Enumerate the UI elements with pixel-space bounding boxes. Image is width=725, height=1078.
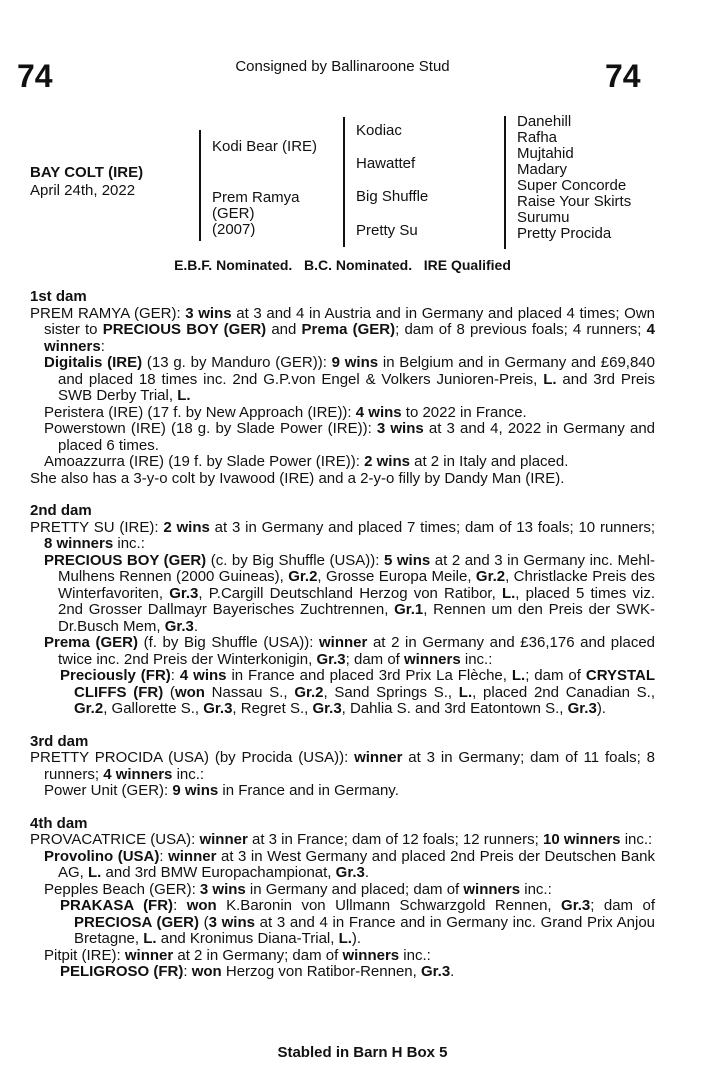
horse-title: BAY COLT (IRE) [30,164,144,181]
consignor: Consigned by Ballinaroone Stud [235,58,450,75]
produce-entry: Amoazzurra (IRE) (19 f. by Slade Power (IRE)): 2 wins at 2 in Italy and placed. [44,453,569,470]
produce-entry: Pepples Beach (GER): 3 wins in Germany and placed; dam of winners inc.: [44,880,552,898]
pedigree-sire-sire: Kodiac [356,122,402,139]
lot-number-left: 74 [17,58,53,94]
dam-produce [30,289,655,981]
produce-entry: Prema (GER) (f. by Big Shuffle (USA)): winner at 2 in Germany and £36,176 and placed twice inc. 2nd Preis der Winterkonigin, Gr.3; dam of winners inc.: [44,634,656,668]
pedigree-fourth-generation: Danehill Rafha Mujtahid Madary Super Concorde Raise Your Skirts Surumu Pretty Procida [517,113,632,242]
dam-paragraph: PROVACATRICE (USA): winner at 3 in France; dam of 12 foals; 12 runners; 10 winners inc.: [30,831,653,848]
section-heading: 3rd dam [30,732,89,750]
section-heading: 4th dam [30,814,88,832]
produce-entry: Pitpit (IRE): winner at 2 in Germany; dam of winners inc.: [44,946,431,964]
stabling-info: Stabled in Barn H Box 5 [277,1044,448,1061]
section-heading: 2nd dam [30,502,92,519]
pedigree-dam: Prem Ramya (GER) (2007) [212,189,300,238]
dam-paragraph: PRETTY PROCIDA (USA) (by Procida (USA)): winner at 3 in Germany; dam of 11 foals; 8 runners; 4 winners inc.: [30,749,655,783]
lot-number-right: 74 [605,58,641,94]
produce-entry: Digitalis (IRE) (13 g. by Manduro (GER)): 9 wins in Belgium and in Germany and £69,840 and placed 18 times inc. 2nd G.P.von Engel & Volkers Junioren-Preis, L. and 3rd Preis SWB Derby Trial, L. [44,354,656,404]
pedigree-sire-dam: Hawattef [356,155,416,172]
pedigree-divider-2 [343,117,345,247]
section-heading: 1st dam [30,288,87,305]
produce-entry: PELIGROSO (FR): won Herzog von Ratibor-Rennen, Gr.3. [60,963,455,980]
produce-entry: Power Unit (GER): 9 wins in France and in Germany. [44,782,399,799]
horse-dob: April 24th, 2022 [30,182,136,199]
dam-paragraph: PRETTY SU (IRE): 2 wins at 3 in Germany and placed 7 times; dam of 13 foals; 10 runners; 8 winners inc.: [30,518,655,552]
pedigree-divider-1 [199,130,201,241]
pedigree-divider-3 [504,116,506,249]
produce-entry: Provolino (USA): winner at 3 in West Germany and placed 2nd Preis der Deutschen Bank AG, L. and 3rd BMW Europachampionat, Gr.3. [44,847,655,881]
produce-entry: Preciously (FR): 4 wins in France and placed 3rd Prix La Flèche, L.; dam of CRYSTAL CLIFFS (FR) (won Nassau S., Gr.2, Sand Springs S., L., placed 2nd Canadian S., Gr.2, Gallorette S., Gr.3, Regret S., Gr.3, Dahlia S. and 3rd Eatontown S., Gr.3). [60,667,656,717]
dam-paragraph: She also has a 3-y-o colt by Ivawood (IRE) and a 2-y-o filly by Dandy Man (IRE). [30,469,565,487]
produce-entry: PRAKASA (FR): won K.Baronin von Ullmann Schwarzgold Rennen, Gr.3; dam of PRECIOSA (GER) (3 wins at 3 and 4 in France and in Germany inc. Grand Prix Anjou Bretagne, L. and Kronimus Diana-Trial, L.). [60,897,656,947]
nominations: E.B.F. Nominated. B.C. Nominated. IRE Qualified [174,257,511,273]
pedigree-dam-sire: Big Shuffle [356,188,429,205]
produce-entry: Powerstown (IRE) (18 g. by Slade Power (IRE)): 3 wins at 3 and 4, 2022 in Germany and placed 6 times. [44,420,656,454]
pedigree-sire: Kodi Bear (IRE) [212,138,318,155]
produce-entry: Peristera (IRE) (17 f. by New Approach (IRE)): 4 wins to 2022 in France. [44,403,527,421]
pedigree-dam-dam: Pretty Su [356,222,418,239]
dam-paragraph: PREM RAMYA (GER): 3 wins at 3 and 4 in Austria and in Germany and placed 4 times; Own sister to PRECIOUS BOY (GER) and Prema (GER); dam of 8 previous foals; 4 runners; 4 winners: [30,304,655,355]
produce-entry: PRECIOUS BOY (GER) (c. by Big Shuffle (USA)): 5 wins at 2 and 3 in Germany inc. Mehl-Mulhens Rennen (2000 Guineas), Gr.2, Grosse Europa Meile, Gr.2, Christlacke Preis des Winterfavoriten, Gr.3, P.Cargill Deutschland Herzog von Ratibor, L., placed 5 times viz. 2nd Grosser Dallmayr Bayerisches Zuchtrennen, Gr.1, Rennen um den Preis der SWK-Dr.Busch Mem, Gr.3. [44,551,655,635]
